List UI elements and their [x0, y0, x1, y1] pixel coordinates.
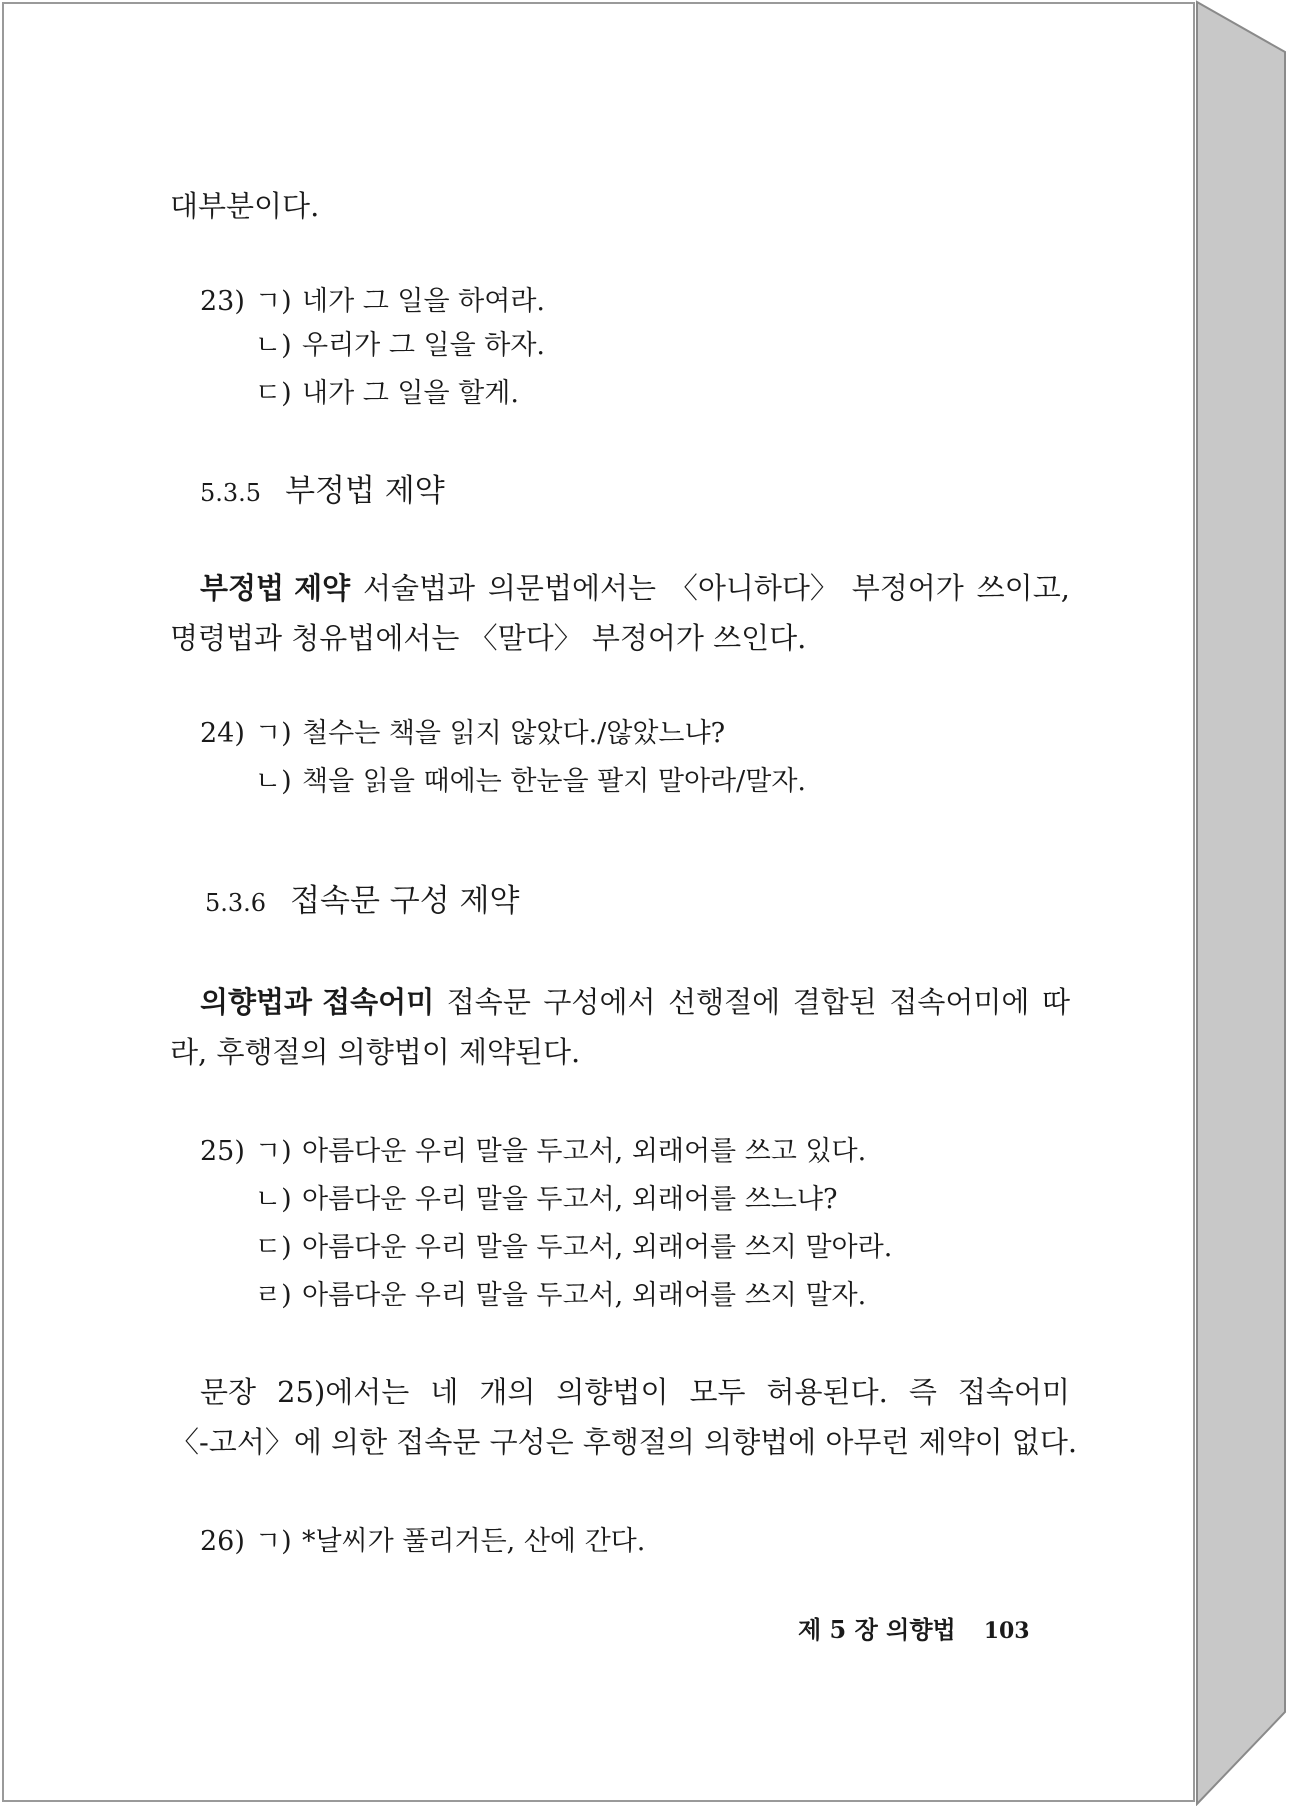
example-text: 우리가 그 일을 하자. [302, 330, 545, 361]
word: 즉 [908, 1375, 937, 1409]
section-number: 5.3.5 [200, 479, 262, 507]
example-mark: ㄴ) [255, 1184, 292, 1215]
section-number: 5.3.6 [205, 889, 267, 917]
word: 접속어미 [957, 1375, 1070, 1409]
section-heading [205, 883, 520, 919]
example-number: 23) [200, 286, 245, 317]
example-text: 아름다운 우리 말을 두고서, 외래어를 쓰지 말아라. [302, 1232, 893, 1263]
example-text: *날씨가 풀리거든, 산에 간다. [302, 1526, 646, 1557]
example-mark: ㄱ) [255, 1526, 292, 1557]
word: 선행절에 [668, 985, 781, 1019]
example-mark: ㄴ) [255, 330, 292, 361]
paragraph-line: 라, 후행절의 의향법이 제약된다. [170, 1035, 581, 1069]
paragraph-line [200, 571, 1070, 605]
word: 문장 [200, 1375, 257, 1409]
example-mark: ㄱ) [255, 718, 292, 749]
section-title: 부정법 제약 [285, 473, 445, 509]
paragraph-line [200, 1375, 1070, 1409]
example-number: 24) [200, 718, 245, 749]
page-number: 103 [983, 1618, 1030, 1644]
section-heading [200, 473, 445, 509]
example-number: 26) [200, 1526, 245, 1557]
word: 모두 [689, 1375, 746, 1409]
word: 의문법에서는 [487, 571, 657, 605]
word: 구성에서 [543, 985, 656, 1019]
word: 서술법과 [363, 571, 476, 605]
example-text: 책을 읽을 때에는 한눈을 팔지 말아라/말자. [302, 766, 806, 797]
example-text: 네가 그 일을 하여라. [302, 286, 545, 317]
example-mark: ㄷ) [255, 378, 292, 409]
example-text: 내가 그 일을 할게. [302, 378, 519, 409]
word: 네 [430, 1375, 459, 1409]
example-text: 아름다운 우리 말을 두고서, 외래어를 쓰고 있다. [302, 1136, 867, 1167]
word: 결합된 [792, 985, 877, 1019]
paragraph-line: 명령법과 청유법에서는 〈말다〉 부정어가 쓰인다. [170, 621, 807, 655]
example-mark: ㄱ) [255, 1136, 292, 1167]
continuation-text: 대부분이다. [170, 189, 320, 223]
example-mark: ㄱ) [255, 286, 292, 317]
example-mark: ㄴ) [255, 766, 292, 797]
paragraph-lead: 부정법 제약 [200, 571, 351, 605]
word: 접속어미에 [889, 985, 1030, 1019]
chapter-label: 제 5 장 의향법 [798, 1615, 956, 1644]
example-text: 아름다운 우리 말을 두고서, 외래어를 쓰지 말자. [302, 1280, 867, 1311]
example-text: 아름다운 우리 말을 두고서, 외래어를 쓰느냐? [302, 1184, 838, 1215]
word: 〈아니하다〉 [668, 571, 839, 605]
word: 개의 [479, 1375, 536, 1409]
paragraph-lead: 의향법과 접속어미 [200, 985, 435, 1019]
example-text: 철수는 책을 읽지 않았다./않았느냐? [302, 718, 726, 749]
word: 의향법이 [556, 1375, 669, 1409]
word: 허용된다. [766, 1375, 888, 1409]
section-title: 접속문 구성 제약 [290, 883, 520, 919]
word: 접속문 [446, 985, 531, 1019]
paragraph-line [200, 985, 1070, 1019]
paragraph-line: 〈-고서〉에 의한 접속문 구성은 후행절의 의향법에 아무런 제약이 없다. [170, 1425, 1078, 1459]
word: 부정어가 [851, 571, 964, 605]
example-mark: ㄹ) [255, 1280, 292, 1311]
word: 쓰이고, [976, 571, 1070, 605]
example-number: 25) [200, 1136, 245, 1167]
word: 25)에서는 [277, 1375, 410, 1409]
page-footer [798, 1615, 1030, 1644]
example-mark: ㄷ) [255, 1232, 292, 1263]
word: 따 [1041, 985, 1070, 1019]
